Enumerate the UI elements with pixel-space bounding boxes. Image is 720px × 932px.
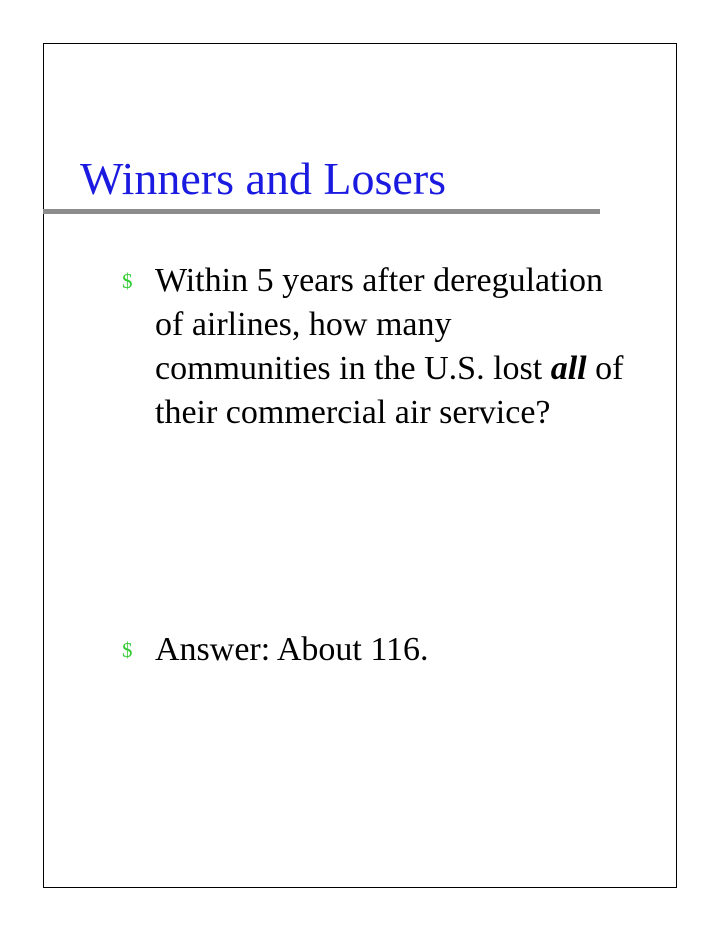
title-underline-rule [43,209,600,214]
dollar-bullet-icon: $ [122,269,133,293]
question-text-start: Within 5 years after deregulation of airlines, how many communities in the U.S. lost [155,262,604,387]
bullet-text-question [155,259,625,435]
slide-title: Winners and Losers [80,153,447,204]
question-text-end: of their commercial air service? [155,350,624,431]
bullet-text-answer: Answer: About 116. [155,631,429,668]
question-emphasis: all [550,350,587,387]
dollar-bullet-icon: $ [122,638,133,662]
